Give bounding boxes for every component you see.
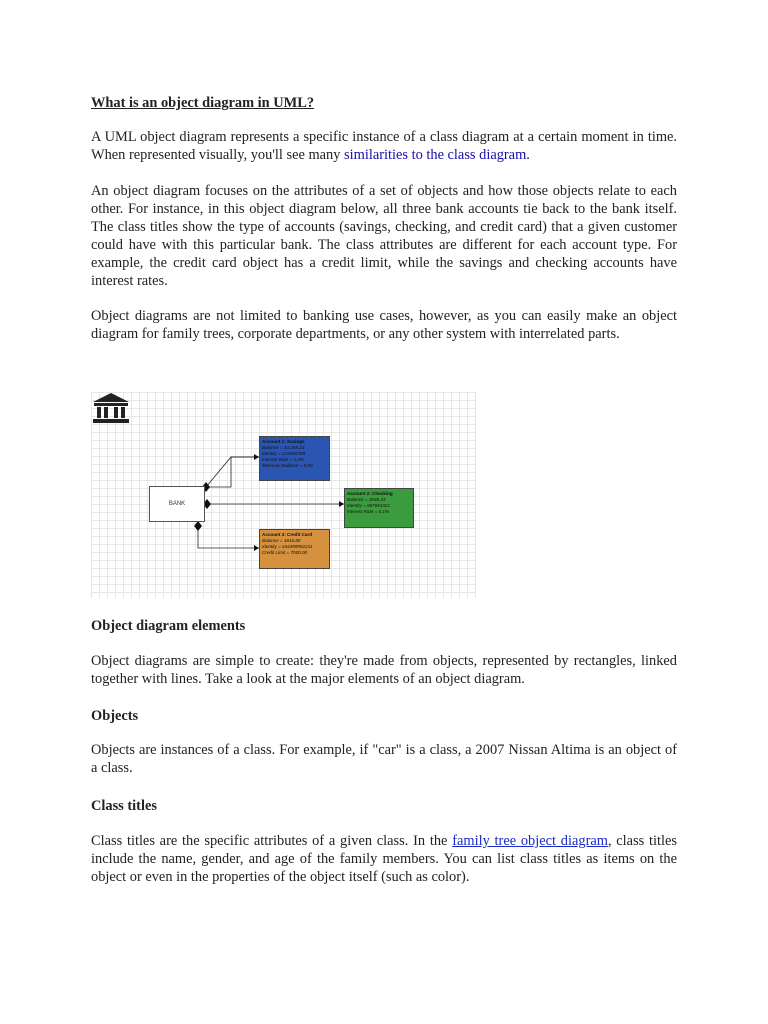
credit-card-account-object: Account 3: Credit Card Balance = 1816.80 Identity = 444499992211 Credit Limit = 7000.00 [259, 529, 330, 569]
bank-icon [91, 392, 131, 424]
use-cases-paragraph: Object diagrams are not limited to banking use cases, however, as you can easily make an object diagram for family trees, corporate departments, or any other system with interrelated parts. [91, 308, 677, 342]
aggregation-diamond [194, 521, 202, 531]
page-title: What is an object diagram in UML? [91, 95, 315, 111]
family-tree-diagram-link[interactable]: family tree object diagram [452, 833, 608, 849]
class-titles-paragraph: Class titles are the specific attributes of a given class. In the family tree object diagram, class titles include the name, gender, and age of the family members. You can list class titles as items on the object or even in the properties of the object itself (such as color). [91, 833, 678, 885]
section-heading-elements: Object diagram elements [91, 618, 246, 634]
class-diagram-link[interactable]: similarities to the class diagram [344, 146, 527, 163]
elements-paragraph: Object diagrams are simple to create: they're made from objects, represented by rectangles, linked together with lines. Take a look at the major elements of an object diagram. [91, 653, 677, 687]
intro-paragraph: A UML object diagram represents a specific instance of a class diagram at a certain moment in time. When represented visually, you'll see many similarities to the class diagram. [91, 129, 677, 163]
objects-paragraph: Objects are instances of a class. For example, if "car" is a class, a 2007 Nissan Altima is an object of a class. [91, 742, 677, 776]
focus-paragraph: An object diagram focuses on the attributes of a set of objects and how those objects relate to each other. For instance, in this object diagram below, all three bank accounts tie back to the bank itself. The class titles show the type of accounts (savings, checking, and credit card) that a given customer could have with this particular bank. The class attributes are different for each account type. For example, the credit card object has a credit limit, while the savings and checking accounts have interest rates. [91, 183, 677, 289]
bank-object-box: BANK [149, 486, 205, 522]
savings-account-object: Account 1: Savings Balance = 10,348.23 Identity = 123456789 Interest Rate = 1.2% Minimum Balance = 5.00 [259, 436, 330, 481]
object-diagram-figure [91, 392, 476, 598]
checking-account-object: Account 2: Checking Balance = 3048.33 Identity = 987654321 Interest Rate = 0.1% [344, 488, 414, 528]
section-heading-class-titles: Class titles [91, 798, 157, 814]
section-heading-objects: Objects [91, 708, 139, 724]
